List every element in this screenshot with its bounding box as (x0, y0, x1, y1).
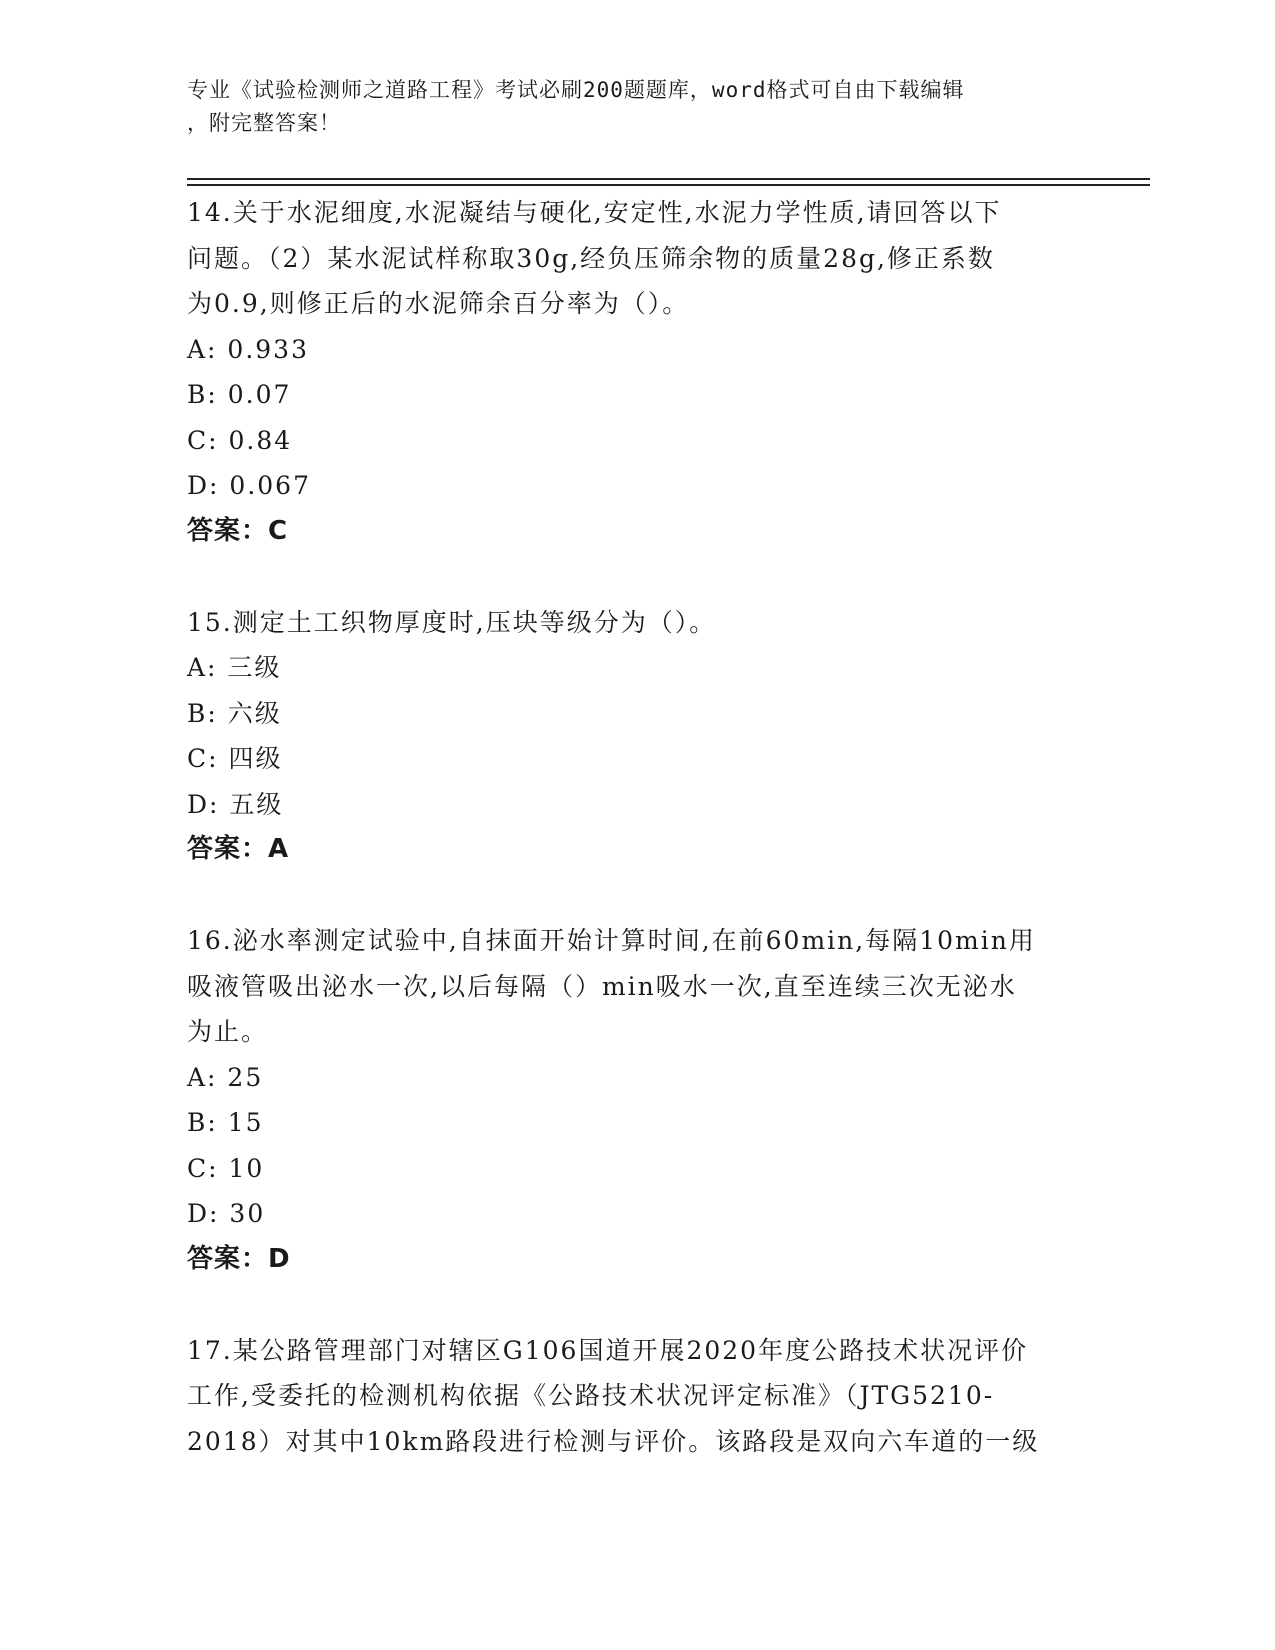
option-d: D: 五级 (187, 789, 284, 819)
spacer (187, 1282, 1087, 1328)
option-b: B: 0.07 (187, 380, 292, 409)
answer-line: 答案：D (187, 1243, 291, 1274)
question-stem-line: 16.泌水率测定试验中,自抹面开始计算时间,在前60min,每隔10min用 (187, 926, 1036, 955)
option-c: C: 0.84 (187, 425, 293, 455)
header-title-line: 专业《试验检测师之道路工程》考试必刷200题题库，word格式可自由下载编辑 (187, 78, 965, 102)
option-b: B: 六级 (187, 698, 282, 728)
option-a: A: 三级 (187, 653, 282, 682)
question-item (187, 1328, 1087, 1465)
answer-line: 答案：A (187, 834, 290, 864)
question-stem-line: 为止。 (187, 1017, 269, 1046)
question-item (187, 918, 1087, 1282)
option-a: A: 25 (187, 1062, 264, 1092)
question-stem-line: 14.关于水泥细度,水泥凝结与硬化,安定性,水泥力学性质,请回答以下 (187, 198, 1002, 227)
header-title-line: ，附完整答案！ (187, 111, 341, 135)
document-header (187, 74, 1067, 140)
question-stem-line: 问题。（2）某水泥试样称取30g,经负压筛余物的质量28g,修正系数 (187, 243, 995, 273)
question-stem-line: 2018）对其中10km路段进行检测与评价。该路段是双向六车道的一级 (187, 1426, 1040, 1456)
question-stem-line: 15.测定土工织物厚度时,压块等级分为（）。 (187, 607, 717, 637)
question-item (187, 190, 1087, 554)
spacer (187, 873, 1087, 919)
option-c: C: 四级 (187, 744, 283, 773)
option-c: C: 10 (187, 1153, 265, 1183)
question-stem-line: 为0.9,则修正后的水泥筛余百分率为（）。 (187, 289, 690, 318)
option-a: A: 0.933 (187, 334, 309, 364)
header-divider (187, 178, 1150, 180)
spacer (187, 554, 1087, 600)
option-b: B: 15 (187, 1108, 264, 1137)
question-stem-line: 吸液管吸出泌水一次,以后每隔（）min吸水一次,直至连续三次无泌水 (187, 971, 1017, 1001)
question-stem-line: 工作,受委托的检测机构依据《公路技术状况评定标准》（JTG5210- (187, 1381, 995, 1410)
question-list (187, 190, 1087, 1464)
answer-line: 答案：C (187, 515, 289, 546)
header-divider (187, 184, 1150, 186)
option-d: D: 30 (187, 1199, 266, 1228)
option-d: D: 0.067 (187, 471, 311, 500)
question-stem-line: 17.某公路管理部门对辖区G106国道开展2020年度公路技术状况评价 (187, 1335, 1029, 1365)
question-item (187, 600, 1087, 873)
